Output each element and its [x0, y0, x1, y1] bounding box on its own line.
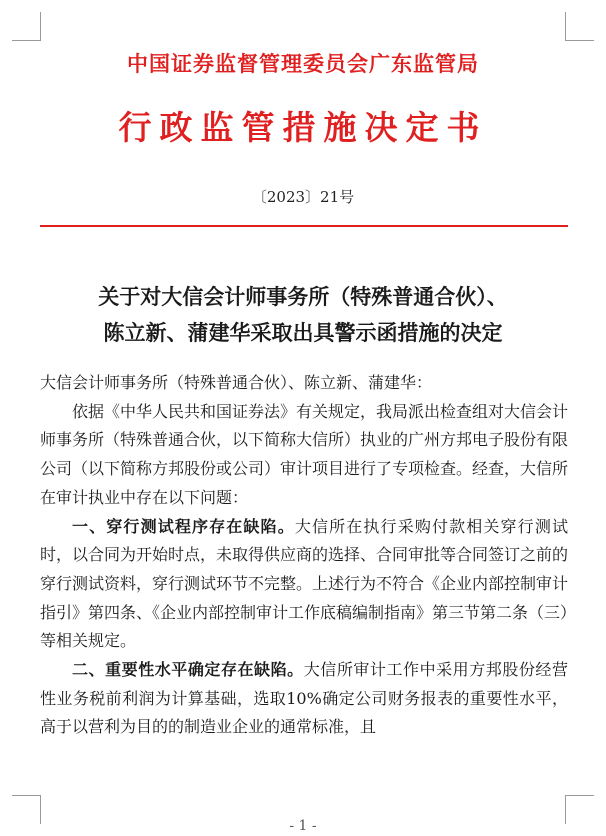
item-1-paragraph [40, 513, 568, 657]
document-title: 行政监管措施决定书 [118, 108, 488, 147]
page-number: - 1 - [289, 818, 317, 834]
crop-mark-top-right [565, 12, 594, 41]
item-2-paragraph [40, 656, 568, 742]
item-1-heading: 一、穿行测试程序存在缺陷。 [72, 516, 295, 536]
item-1-text: 大信所在执行采购付款相关穿行测试时，以合同为开始时点，未取得供应商的选择、合同审批等合同签订之前的穿行测试资料，穿行测试环节不完整。上述行为不符合《企业内部控制审计指引》第四条、《企业内部控制审计工作底稿编制指南》第三节第二条（三）等相关规定。 [40, 516, 569, 651]
subject-line-1: 关于对大信会计师事务所（特殊普通合伙）、 [98, 285, 508, 309]
addressee: 大信会计师事务所（特殊普通合伙）、陈立新、蒲建华： [40, 373, 433, 392]
decision-subject [30, 279, 576, 351]
document-body [40, 369, 568, 742]
item-2-heading: 二、重要性水平确定存在缺陷。 [72, 660, 304, 680]
crop-mark-top-left [12, 12, 41, 41]
document-number: 〔2023〕21号 [251, 188, 355, 206]
red-divider-line [40, 225, 568, 227]
intro-paragraph: 依据《中华人民共和国证券法》有关规定，我局派出检查组对大信会计师事务所（特殊普通合伙，以下简称大信所）执业的广州方邦电子股份有限公司（以下简称方邦股份或公司）审计项目进行了专项检查。经查，大信所在审计执业中存在以下问题： [40, 401, 569, 507]
issuing-agency: 中国证券监督管理委员会广东监管局 [127, 52, 479, 76]
item-2-text: 大信所审计工作中采用方邦股份经营性业务税前利润为计算基础，选取10%确定公司财务报表的重要性水平，高于以营利为目的的制造业企业的通常标准，且 [40, 660, 568, 737]
subject-line-2: 陈立新、蒲建华采取出具警示函措施的决定 [103, 321, 503, 345]
